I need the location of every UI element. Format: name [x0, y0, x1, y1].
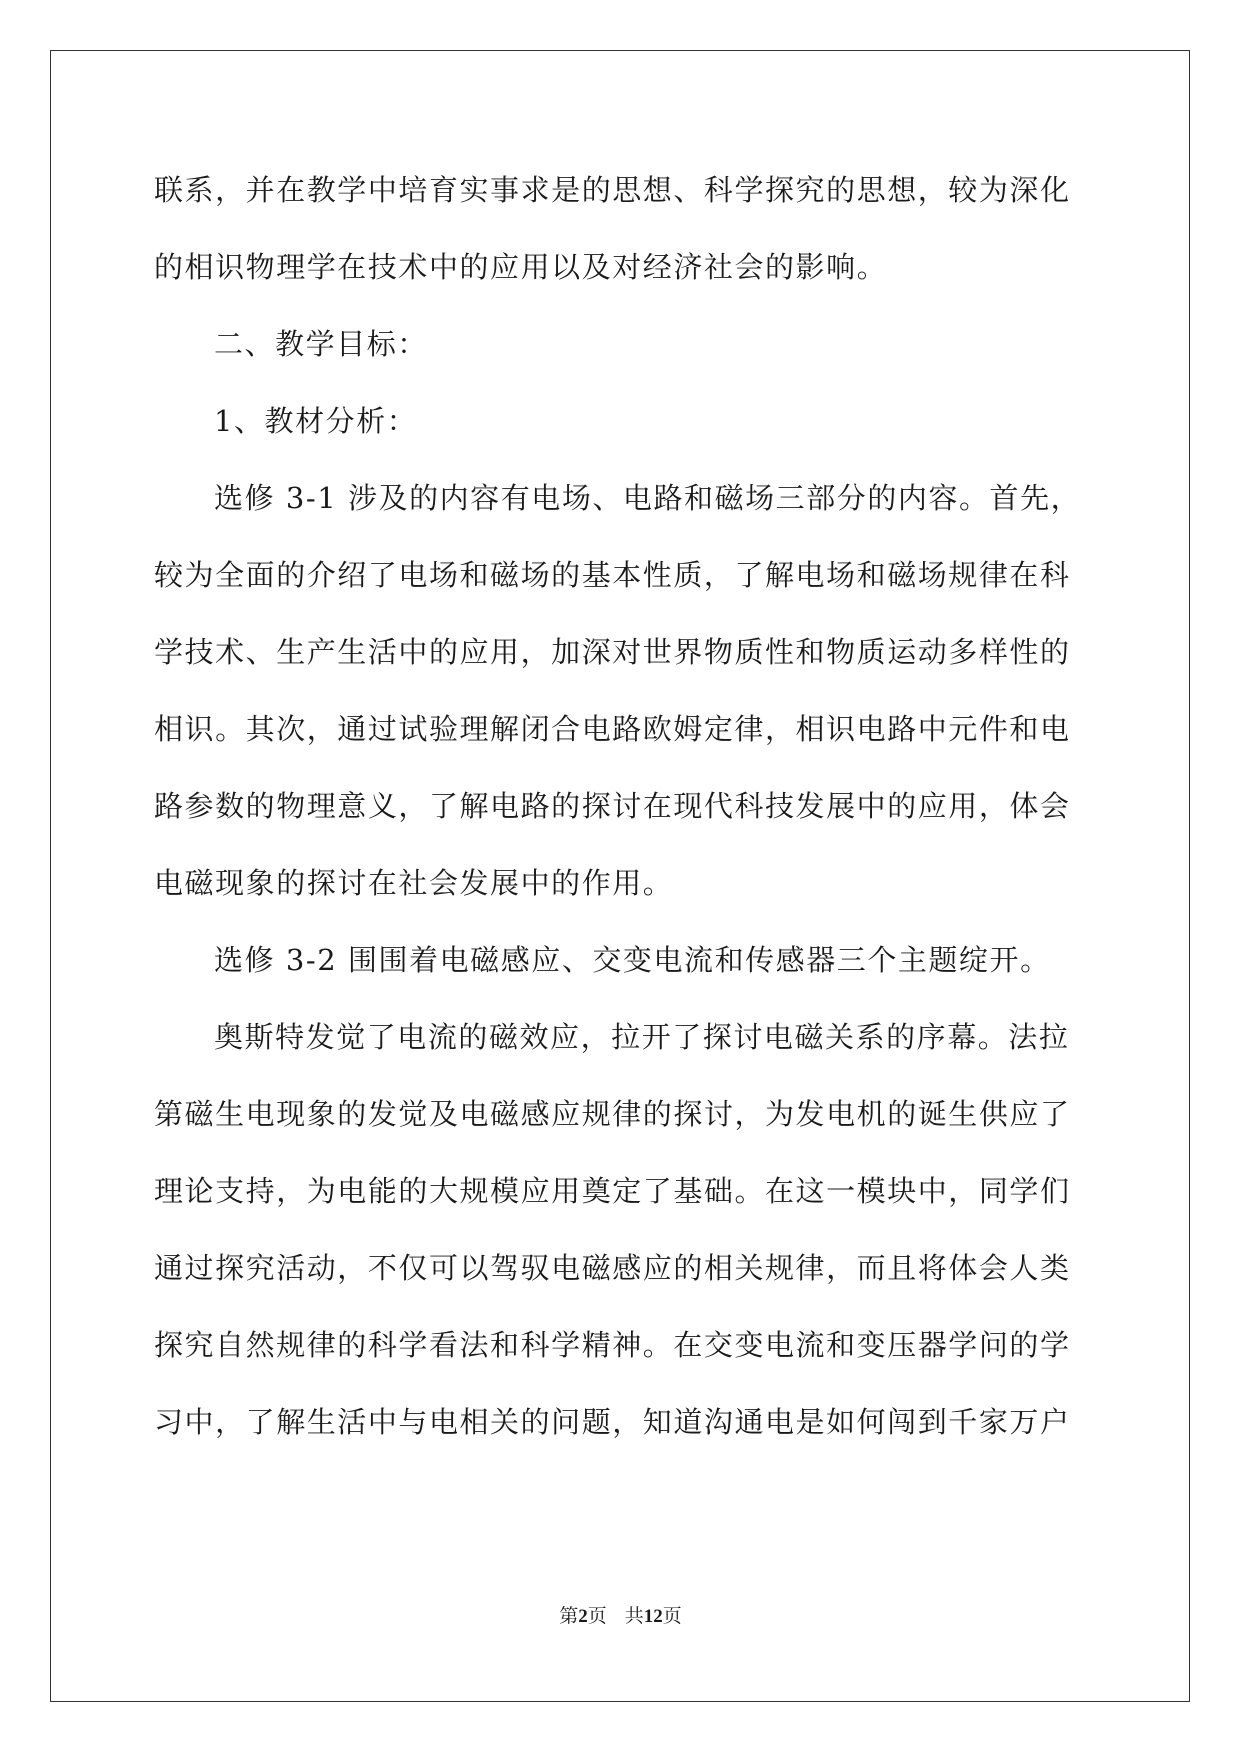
text-line: 通过探究活动，不仅可以驾驭电磁感应的相关规律，而且将体会人类: [154, 1251, 1071, 1285]
footer-total-prefix: 共: [624, 1606, 644, 1627]
current-page-number: 2: [578, 1606, 588, 1627]
subsection-heading: 1、教材分析：: [214, 404, 418, 438]
text-line: 学技术、生产生活中的应用，加深对世界物质性和物质运动多样性的: [154, 635, 1071, 669]
footer-total-suffix: 页: [662, 1606, 682, 1627]
footer-page-suffix: 页: [587, 1606, 607, 1627]
text-line: 的相识物理学在技术中的应用以及对经济社会的影响。: [154, 250, 888, 284]
section-heading: 二、教学目标：: [214, 327, 428, 361]
text-line: 联系，并在教学中培育实事求是的思想、科学探究的思想，较为深化: [154, 173, 1071, 207]
footer-prefix: 第: [559, 1606, 579, 1627]
text-line: 奥斯特发觉了电流的磁效应，拉开了探讨电磁关系的序幕。法拉: [214, 1020, 1070, 1054]
text-line: 选修 3-2 围围着电磁感应、交变电流和传感器三个主题绽开。: [214, 943, 1051, 977]
total-page-count: 12: [643, 1606, 663, 1627]
text-line: 习中，了解生活中与电相关的问题，知道沟通电是如何闯到千家万户: [154, 1405, 1071, 1439]
text-line: 探究自然规律的科学看法和科学精神。在交变电流和变压器学问的学: [154, 1328, 1071, 1362]
text-line: 路参数的物理意义，了解电路的探讨在现代科技发展中的应用，体会: [154, 789, 1071, 823]
text-line: 理论支持，为电能的大规模应用奠定了基础。在这一模块中，同学们: [154, 1174, 1071, 1208]
text-line: 选修 3-1 涉及的内容有电场、电路和磁场三部分的内容。首先，: [214, 481, 1082, 515]
text-line: 较为全面的介绍了电场和磁场的基本性质，了解电场和磁场规律在科: [154, 558, 1071, 592]
text-line: 第磁生电现象的发觉及电磁感应规律的探讨，为发电机的诞生供应了: [154, 1097, 1071, 1131]
page-number-footer: [0, 1601, 1241, 1628]
text-line: 电磁现象的探讨在社会发展中的作用。: [154, 866, 674, 900]
text-line: 相识。其次，通过试验理解闭合电路欧姆定律，相识电路中元件和电: [154, 712, 1071, 746]
